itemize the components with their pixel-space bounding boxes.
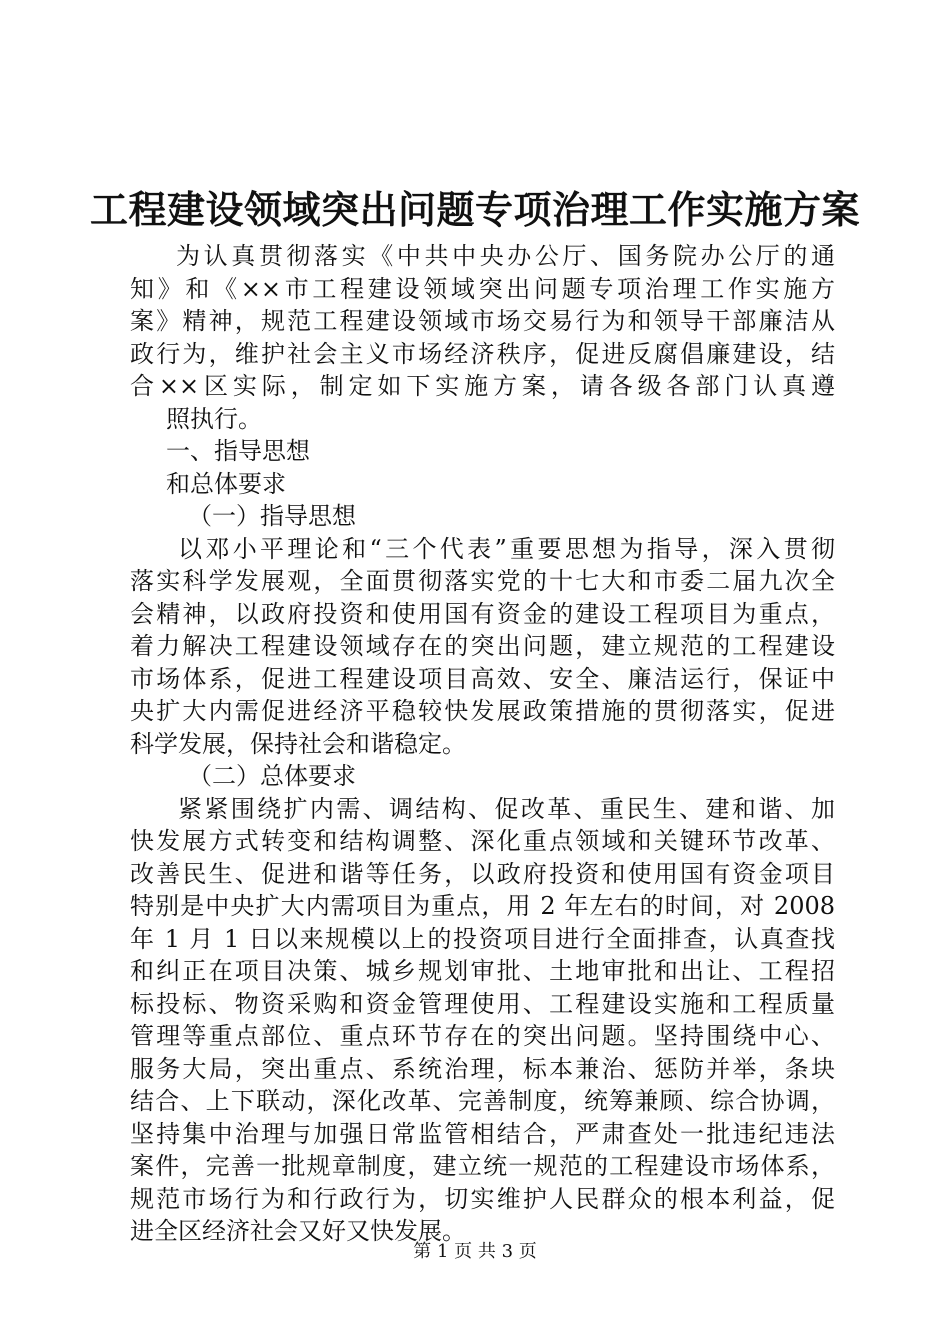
paragraph-line: 央扩大内需促进经济平稳较快发展政策措施的贯彻落实，促进 — [130, 697, 835, 725]
paragraph-line: 和纠正在项目决策、城乡规划审批、土地审批和出让、工程招 — [130, 957, 835, 985]
paragraph-line: 着力解决工程建设领域存在的突出问题，建立规范的工程建设 — [130, 632, 835, 660]
paragraph-line: 科学发展，保持社会和谐稳定。 — [130, 729, 466, 758]
subsection-heading: （一）指导思想 — [188, 502, 356, 530]
section-heading: 一、指导思想 — [166, 437, 310, 465]
paragraph-line: 标投标、物资采购和资金管理使用、工程建设实施和工程质量 — [130, 989, 835, 1018]
intro-line: 案》精神，规范工程建设领域市场交易行为和领导干部廉洁从 — [130, 307, 835, 335]
paragraph-line: 快发展方式转变和结构调整、深化重点领域和关键环节改革、 — [130, 827, 835, 855]
intro-line: 为认真贯彻落实《中共中央办公厅、国务院办公厅的通 — [176, 242, 835, 270]
intro-tail: 照执行。 — [166, 404, 262, 433]
paragraph-line: 年 1 月 1 日以来规模以上的投资项目进行全面排查，认真查找 — [130, 924, 835, 953]
page-number: 第 1 页 共 3 页 — [413, 1241, 537, 1262]
paragraph-line: 坚持集中治理与加强日常监管相结合，严肃查处一批违纪违法 — [130, 1119, 835, 1148]
paragraph-line: 改善民生、促进和谐等任务，以政府投资和使用国有资金项目 — [130, 859, 835, 888]
paragraph-line: 进全区经济社会又好又快发展。 — [130, 1217, 466, 1245]
paragraph-line: 案件，完善一批规章制度，建立统一规范的工程建设市场体系， — [130, 1152, 835, 1180]
subsection-heading: （二）总体要求 — [188, 762, 356, 790]
document-body — [130, 240, 835, 1248]
intro-line: 合××区实际，制定如下实施方案，请各级各部门认真遵 — [130, 372, 835, 400]
paragraph-line: 管理等重点部位、重点环节存在的突出问题。坚持围绕中心、 — [130, 1022, 835, 1050]
paragraph-line: 落实科学发展观，全面贯彻落实党的十七大和市委二届九次全 — [130, 567, 835, 595]
paragraph-line: 特别是中央扩大内需项目为重点，用 2 年左右的时间，对 2008 — [130, 892, 835, 920]
paragraph-line: 会精神，以政府投资和使用国有资金的建设工程项目为重点， — [130, 599, 835, 628]
paragraph-line: 市场体系，促进工程建设项目高效、安全、廉洁运行，保证中 — [130, 664, 835, 693]
paragraph-line: 规范市场行为和行政行为，切实维护人民群众的根本利益，促 — [130, 1184, 835, 1213]
intro-line: 政行为，维护社会主义市场经济秩序，促进反腐倡廉建设，结 — [130, 339, 835, 368]
paragraph-line: 紧紧围绕扩内需、调结构、促改革、重民生、建和谐、加 — [178, 794, 835, 823]
document-title: 工程建设领域突出问题专项治理工作实施方案 — [89, 187, 860, 232]
paragraph-line: 以邓小平理论和“三个代表”重要思想为指导，深入贯彻 — [178, 534, 835, 563]
intro-line: 知》和《××市工程建设领域突出问题专项治理工作实施方 — [130, 274, 835, 303]
section-heading-continued: 和总体要求 — [166, 469, 286, 498]
paragraph-line: 服务大局，突出重点、系统治理，标本兼治、惩防并举，条块 — [130, 1054, 835, 1083]
paragraph-line: 结合、上下联动，深化改革、完善制度，统筹兼顾、综合协调， — [130, 1087, 835, 1115]
